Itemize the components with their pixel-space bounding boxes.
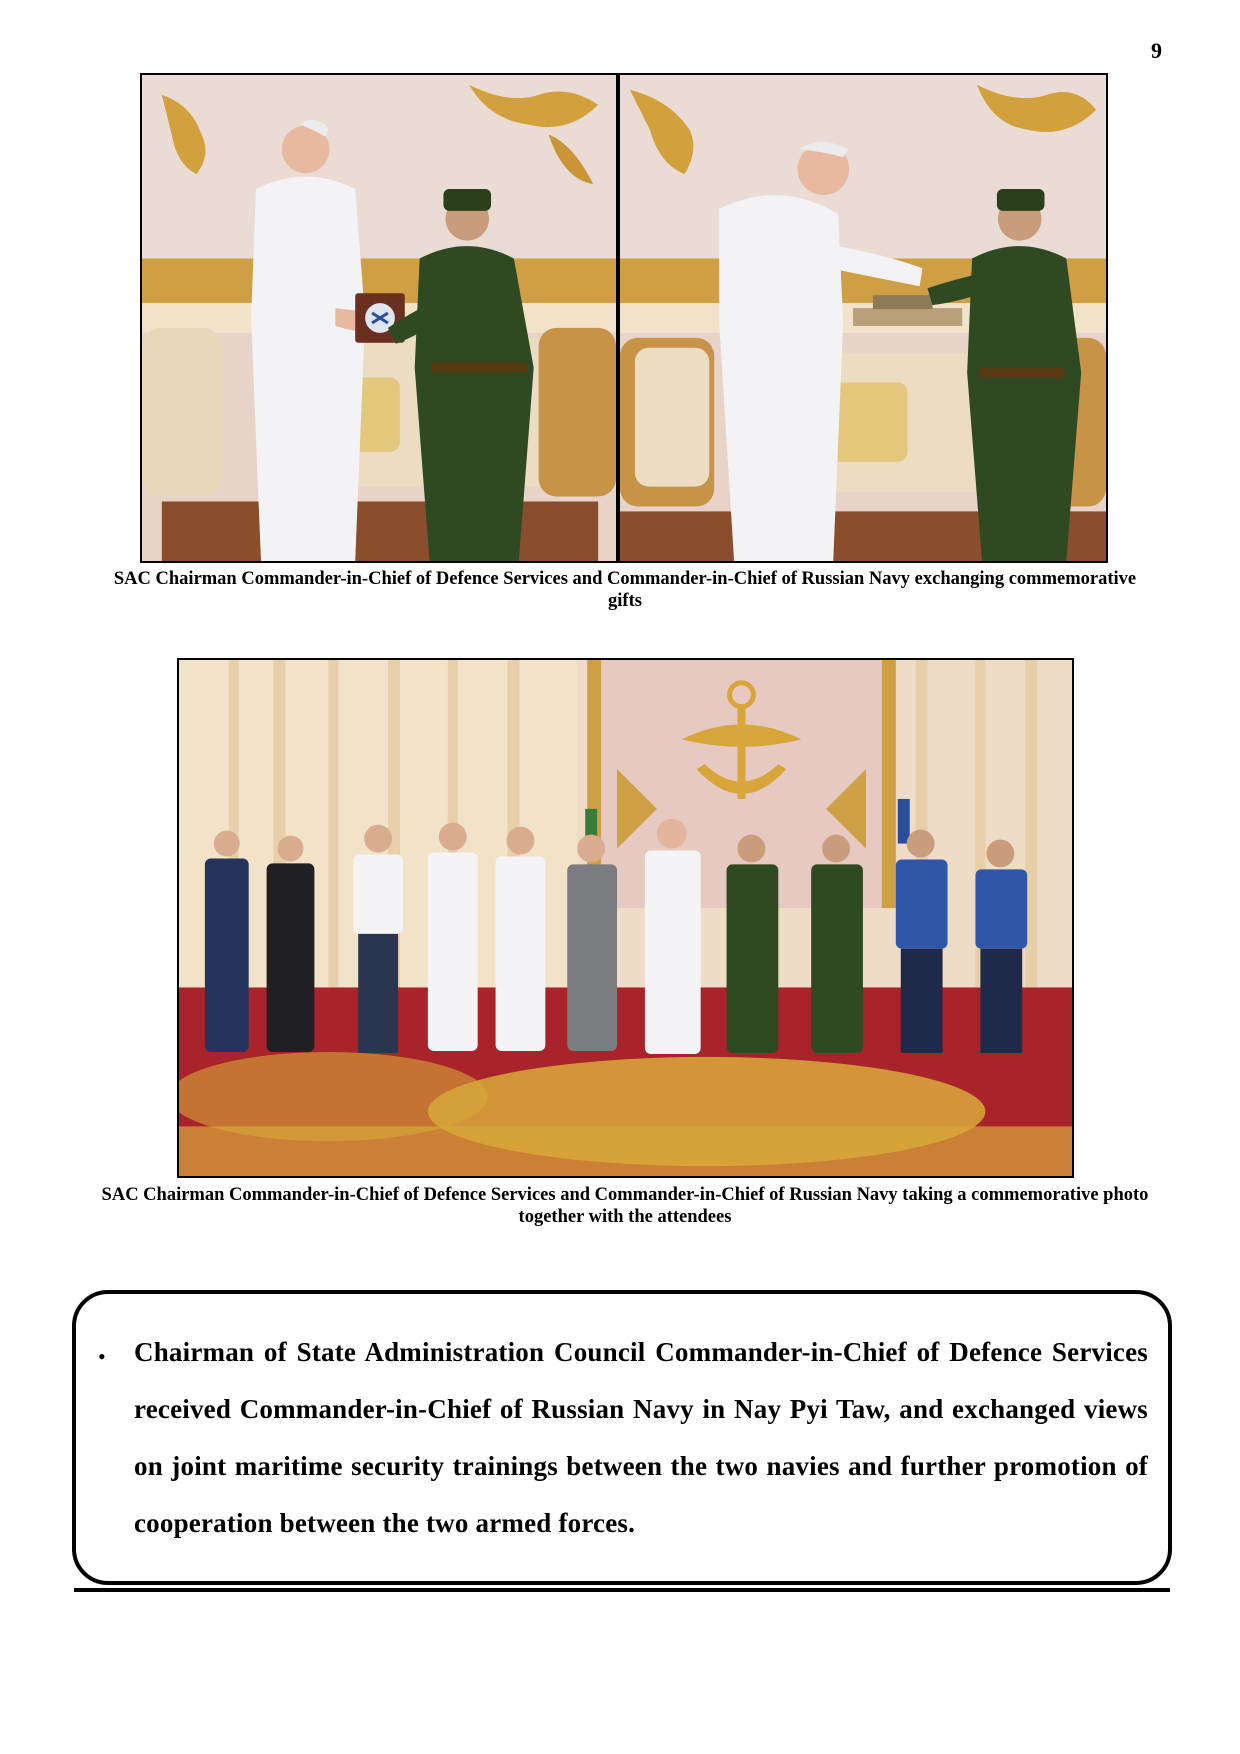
gift-exchange-handshake-photo xyxy=(618,73,1108,563)
photo-caption-group-photo: SAC Chairman Commander-in-Chief of Defence Services and Commander-in-Chief of Russian Navy taking a commemorative photo together with the attendees xyxy=(101,1185,1149,1227)
gift-exchange-handshake-photo-image xyxy=(620,75,1106,561)
page-number: 9 xyxy=(1151,38,1162,63)
bottom-rule-divider xyxy=(74,1588,1170,1592)
gift-exchange-photo xyxy=(140,73,618,563)
group-photo xyxy=(177,658,1074,1178)
group-photo-image xyxy=(179,660,1072,1176)
bullet-icon: • xyxy=(98,1344,106,1369)
photo-caption-gift-exchange: SAC Chairman Commander-in-Chief of Defence Services and Commander-in-Chief of Russian Navy exchanging commemorative gifts xyxy=(113,569,1137,611)
summary-box xyxy=(72,1290,1172,1585)
summary-text: Chairman of State Administration Council Commander-in-Chief of Defence Services received Commander-in-Chief of Russian Navy in Nay Pyi Taw, and exchanged views on joint maritime security trainings between the two navies and further promotion of cooperation between the two armed forces. xyxy=(134,1337,1148,1538)
gift-exchange-photo-image xyxy=(142,75,616,561)
